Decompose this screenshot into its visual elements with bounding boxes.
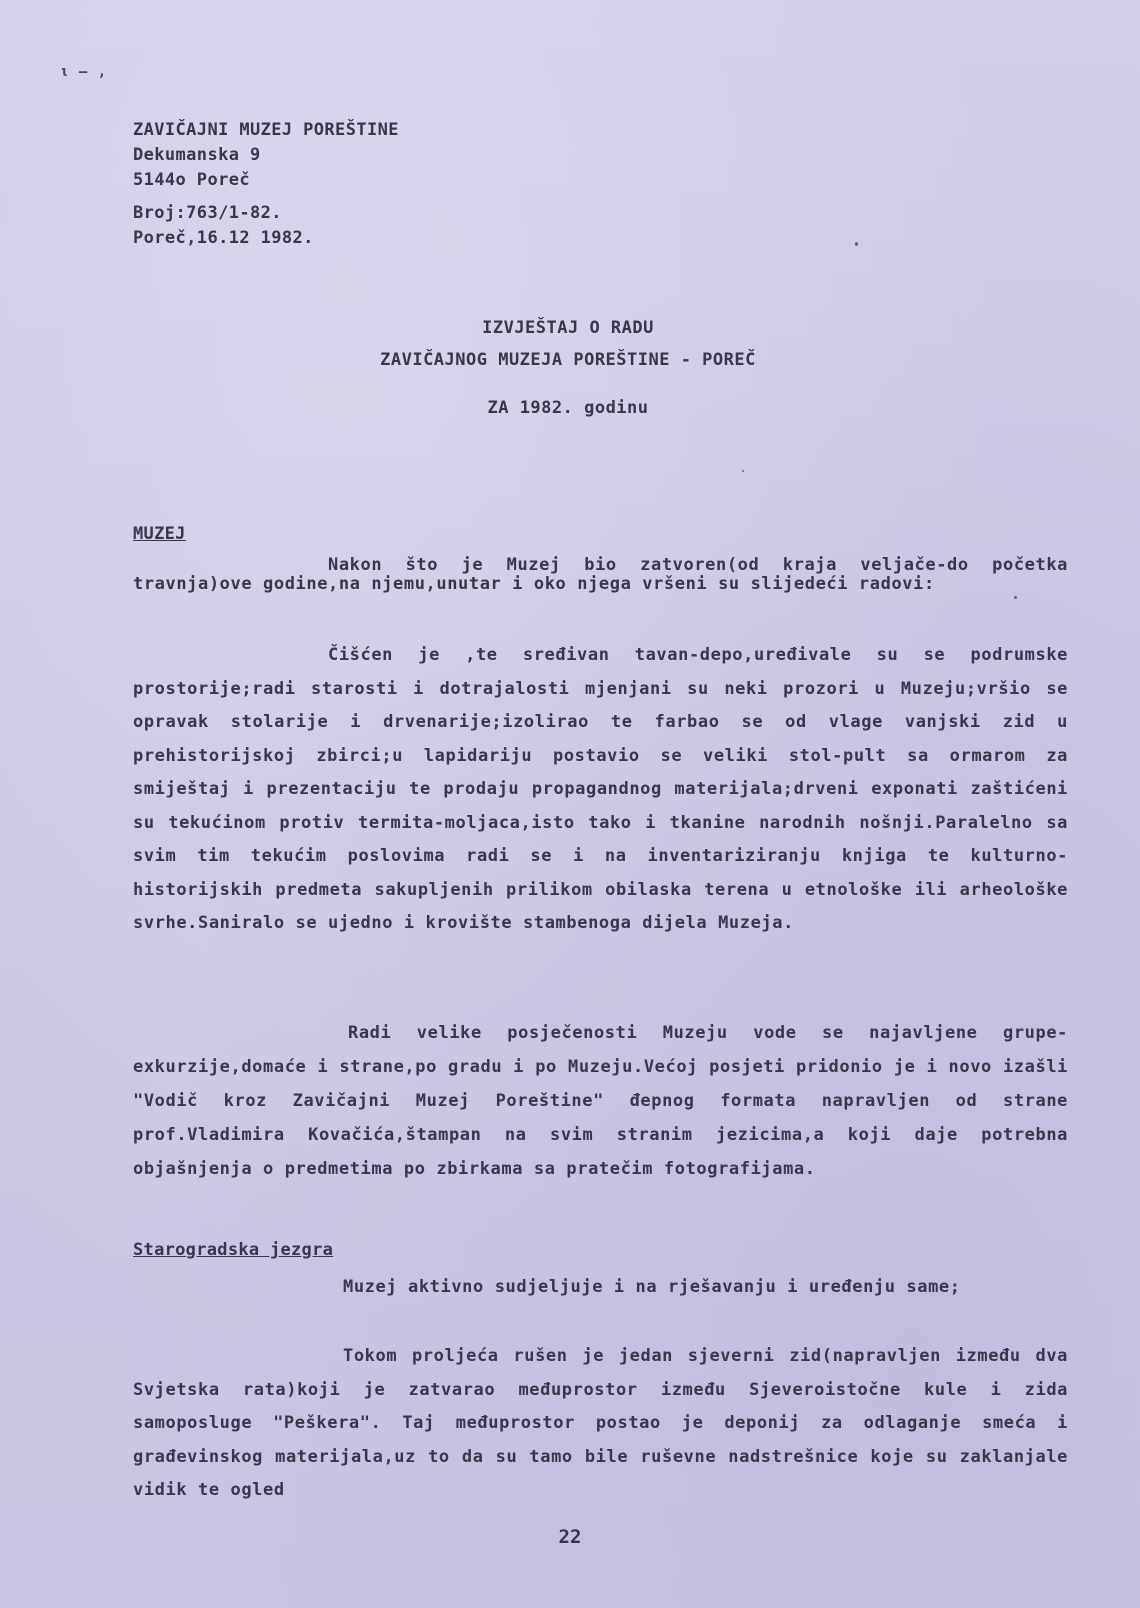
paper-speck bbox=[1014, 596, 1017, 599]
letterhead bbox=[133, 118, 399, 251]
page-number: 22 bbox=[558, 1526, 582, 1548]
postal-city: 5144o Poreč bbox=[133, 170, 250, 190]
paper-speck bbox=[742, 470, 744, 472]
section-heading-old-town: Starogradska jezgra bbox=[133, 1240, 334, 1260]
place-and-date: Poreč,16.12 1982. bbox=[133, 228, 314, 248]
report-title-line-2: ZAVIČAJNOG MUZEJA POREŠTINE - POREČ bbox=[380, 350, 756, 370]
paragraph-old-town-wall: Tokom proljeća rušen je jedan sjeverni zid(napravljen između dva Svjetska rata)koji je zatvarao međuprostor između Sjeveroistočne kule i zida samoposluge "Peškera". Taj međuprostor postao je deponij za odlaganje smeća i građevinskog materijala,uz to da su tamo bile ruševne nadstrešnice koje su zaklanjale vidik te ogled bbox=[133, 1346, 1068, 1500]
section-heading-museum: MUZEJ bbox=[133, 524, 186, 544]
paper-speck bbox=[855, 242, 858, 246]
reference-number: Broj:763/1-82. bbox=[133, 203, 282, 223]
paragraph-museum-visits: Radi velike posječenosti Muzeju vode se najavljene grupe-exkurzije,domaće i strane,po gradu i po Muzeju.Većoj posjeti pridonio je i novo izašli "Vodič kroz Zavičajni Muzej Poreštine" đepnog formata napravljen od strane prof.Vladimira Kovačića,štampan na svim stranim jezicima,a koji daje potrebna objašnjenja o predmetima po zbirkama sa pratečim fotografijama. bbox=[133, 1023, 1068, 1179]
institution-name: ZAVIČAJNI MUZEJ POREŠTINE bbox=[133, 120, 399, 140]
paragraph-old-town-intro: Muzej aktivno sudjeljuje i na rješavanju i uređenju same; bbox=[343, 1277, 961, 1297]
paragraph-museum-intro: Nakon što je Muzej bio zatvoren(od kraja veljače-do početka travnja)ove godine,na njemu,unutar i oko njega vršeni su slijedeći radovi: bbox=[133, 555, 1068, 594]
top-margin-mark: ι — , bbox=[60, 64, 108, 80]
paragraph-museum-works: Čišćen je ,te sređivan tavan-depo,uređivale su se podrumske prostorije;radi starosti i dotrajalosti mjenjani su neki prozori u Muzeju;vršio se opravak stolarije i drvenarije;izolirao te farbao se od vlage vanjski zid u prehistorijskoj zbirci;u lapidariju postavio se veliki stol-pult sa ormarom za smiještaj i prezentaciju te prodaju propagandnog materijala;drveni exponati zaštićeni su tekućinom protiv termita-moljaca,isto tako i tkanine narodnih nošnji.Paralelno sa svim tim tekućim poslovima radi se i na inventariziranju knjiga te kulturno-historijskih predmeta sakupljenih prilikom obilaska terena u etnološke ili arheološke svrhe.Saniralo se ujedno i krovište stambenoga dijela Muzeja. bbox=[133, 645, 1068, 933]
report-title-line-1: IZVJEŠTAJ O RADU bbox=[482, 318, 654, 338]
street-address: Dekumanska 9 bbox=[133, 145, 261, 165]
report-title-line-3: ZA 1982. godinu bbox=[487, 398, 649, 418]
